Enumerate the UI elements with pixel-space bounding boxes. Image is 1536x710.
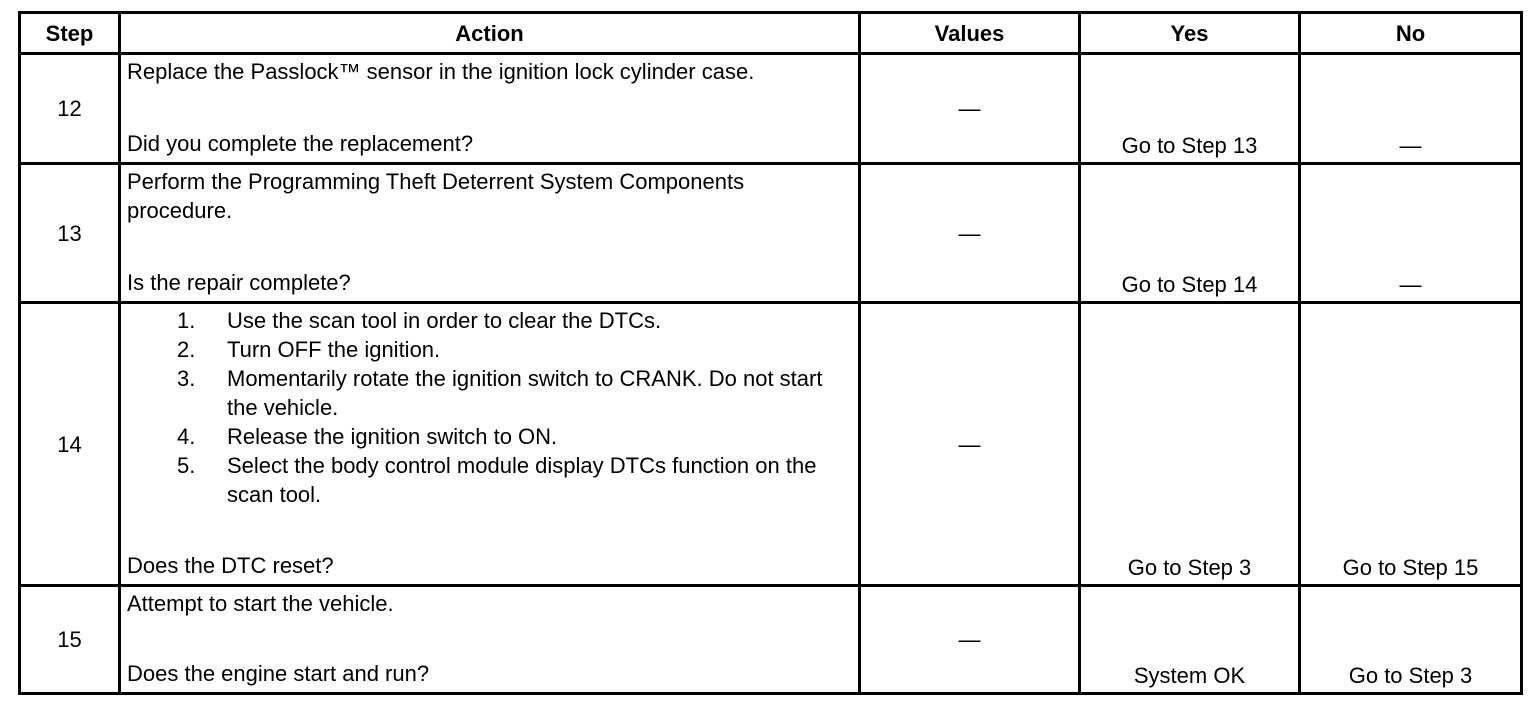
list-item	[127, 451, 852, 509]
step-number: 13	[20, 164, 120, 303]
list-item	[127, 364, 852, 422]
step-number: 12	[20, 54, 120, 164]
question-text: Does the DTC reset?	[127, 553, 334, 578]
list-item	[127, 335, 852, 364]
header-row	[20, 13, 1522, 54]
no-cell: —	[1300, 164, 1522, 303]
action-cell	[120, 54, 860, 164]
substep-number: 1.	[177, 308, 196, 333]
substep-number: 4.	[177, 424, 196, 449]
substep-list	[127, 306, 852, 509]
header-values: Values	[860, 13, 1080, 54]
step-number: 14	[20, 303, 120, 586]
question-text: Does the engine start and run?	[127, 661, 430, 686]
substep-text: Release the ignition switch to ON.	[227, 424, 558, 449]
table-row	[20, 303, 1522, 586]
instruction-text: Perform the Programming Theft Deterrent System Components procedure.	[127, 169, 745, 223]
header-yes: Yes	[1080, 13, 1300, 54]
list-item	[127, 422, 852, 451]
yes-cell: Go to Step 3	[1080, 303, 1300, 586]
action-cell	[120, 303, 860, 586]
header-step: Step	[20, 13, 120, 54]
substep-text: Momentarily rotate the ignition switch to CRANK. Do not start the vehicle.	[227, 366, 823, 420]
yes-cell: System OK	[1080, 586, 1300, 694]
substep-text: Turn OFF the ignition.	[227, 337, 441, 362]
values-cell: —	[860, 586, 1080, 694]
values-cell: —	[860, 164, 1080, 303]
values-cell: —	[860, 54, 1080, 164]
substep-text: Select the body control module display DTCs function on the scan tool.	[227, 453, 817, 507]
header-action: Action	[120, 13, 860, 54]
instruction-text: Attempt to start the vehicle.	[127, 591, 394, 616]
no-cell: —	[1300, 54, 1522, 164]
question-text: Did you complete the replacement?	[127, 131, 474, 156]
header-no: No	[1300, 13, 1522, 54]
values-cell: —	[860, 303, 1080, 586]
no-cell: Go to Step 3	[1300, 586, 1522, 694]
substep-number: 2.	[177, 337, 196, 362]
action-cell	[120, 164, 860, 303]
yes-cell: Go to Step 14	[1080, 164, 1300, 303]
table-row	[20, 164, 1522, 303]
instruction-text: Replace the Passlock™ sensor in the ignition lock cylinder case.	[127, 59, 755, 84]
step-number: 15	[20, 586, 120, 694]
table-row	[20, 54, 1522, 164]
action-cell	[120, 586, 860, 694]
substep-text: Use the scan tool in order to clear the DTCs.	[227, 308, 662, 333]
table-row	[20, 586, 1522, 694]
question-text: Is the repair complete?	[127, 270, 351, 295]
yes-cell: Go to Step 13	[1080, 54, 1300, 164]
list-item	[127, 306, 852, 335]
substep-number: 3.	[177, 366, 196, 391]
no-cell: Go to Step 15	[1300, 303, 1522, 586]
substep-number: 5.	[177, 453, 196, 478]
diagnostic-table	[18, 11, 1523, 695]
